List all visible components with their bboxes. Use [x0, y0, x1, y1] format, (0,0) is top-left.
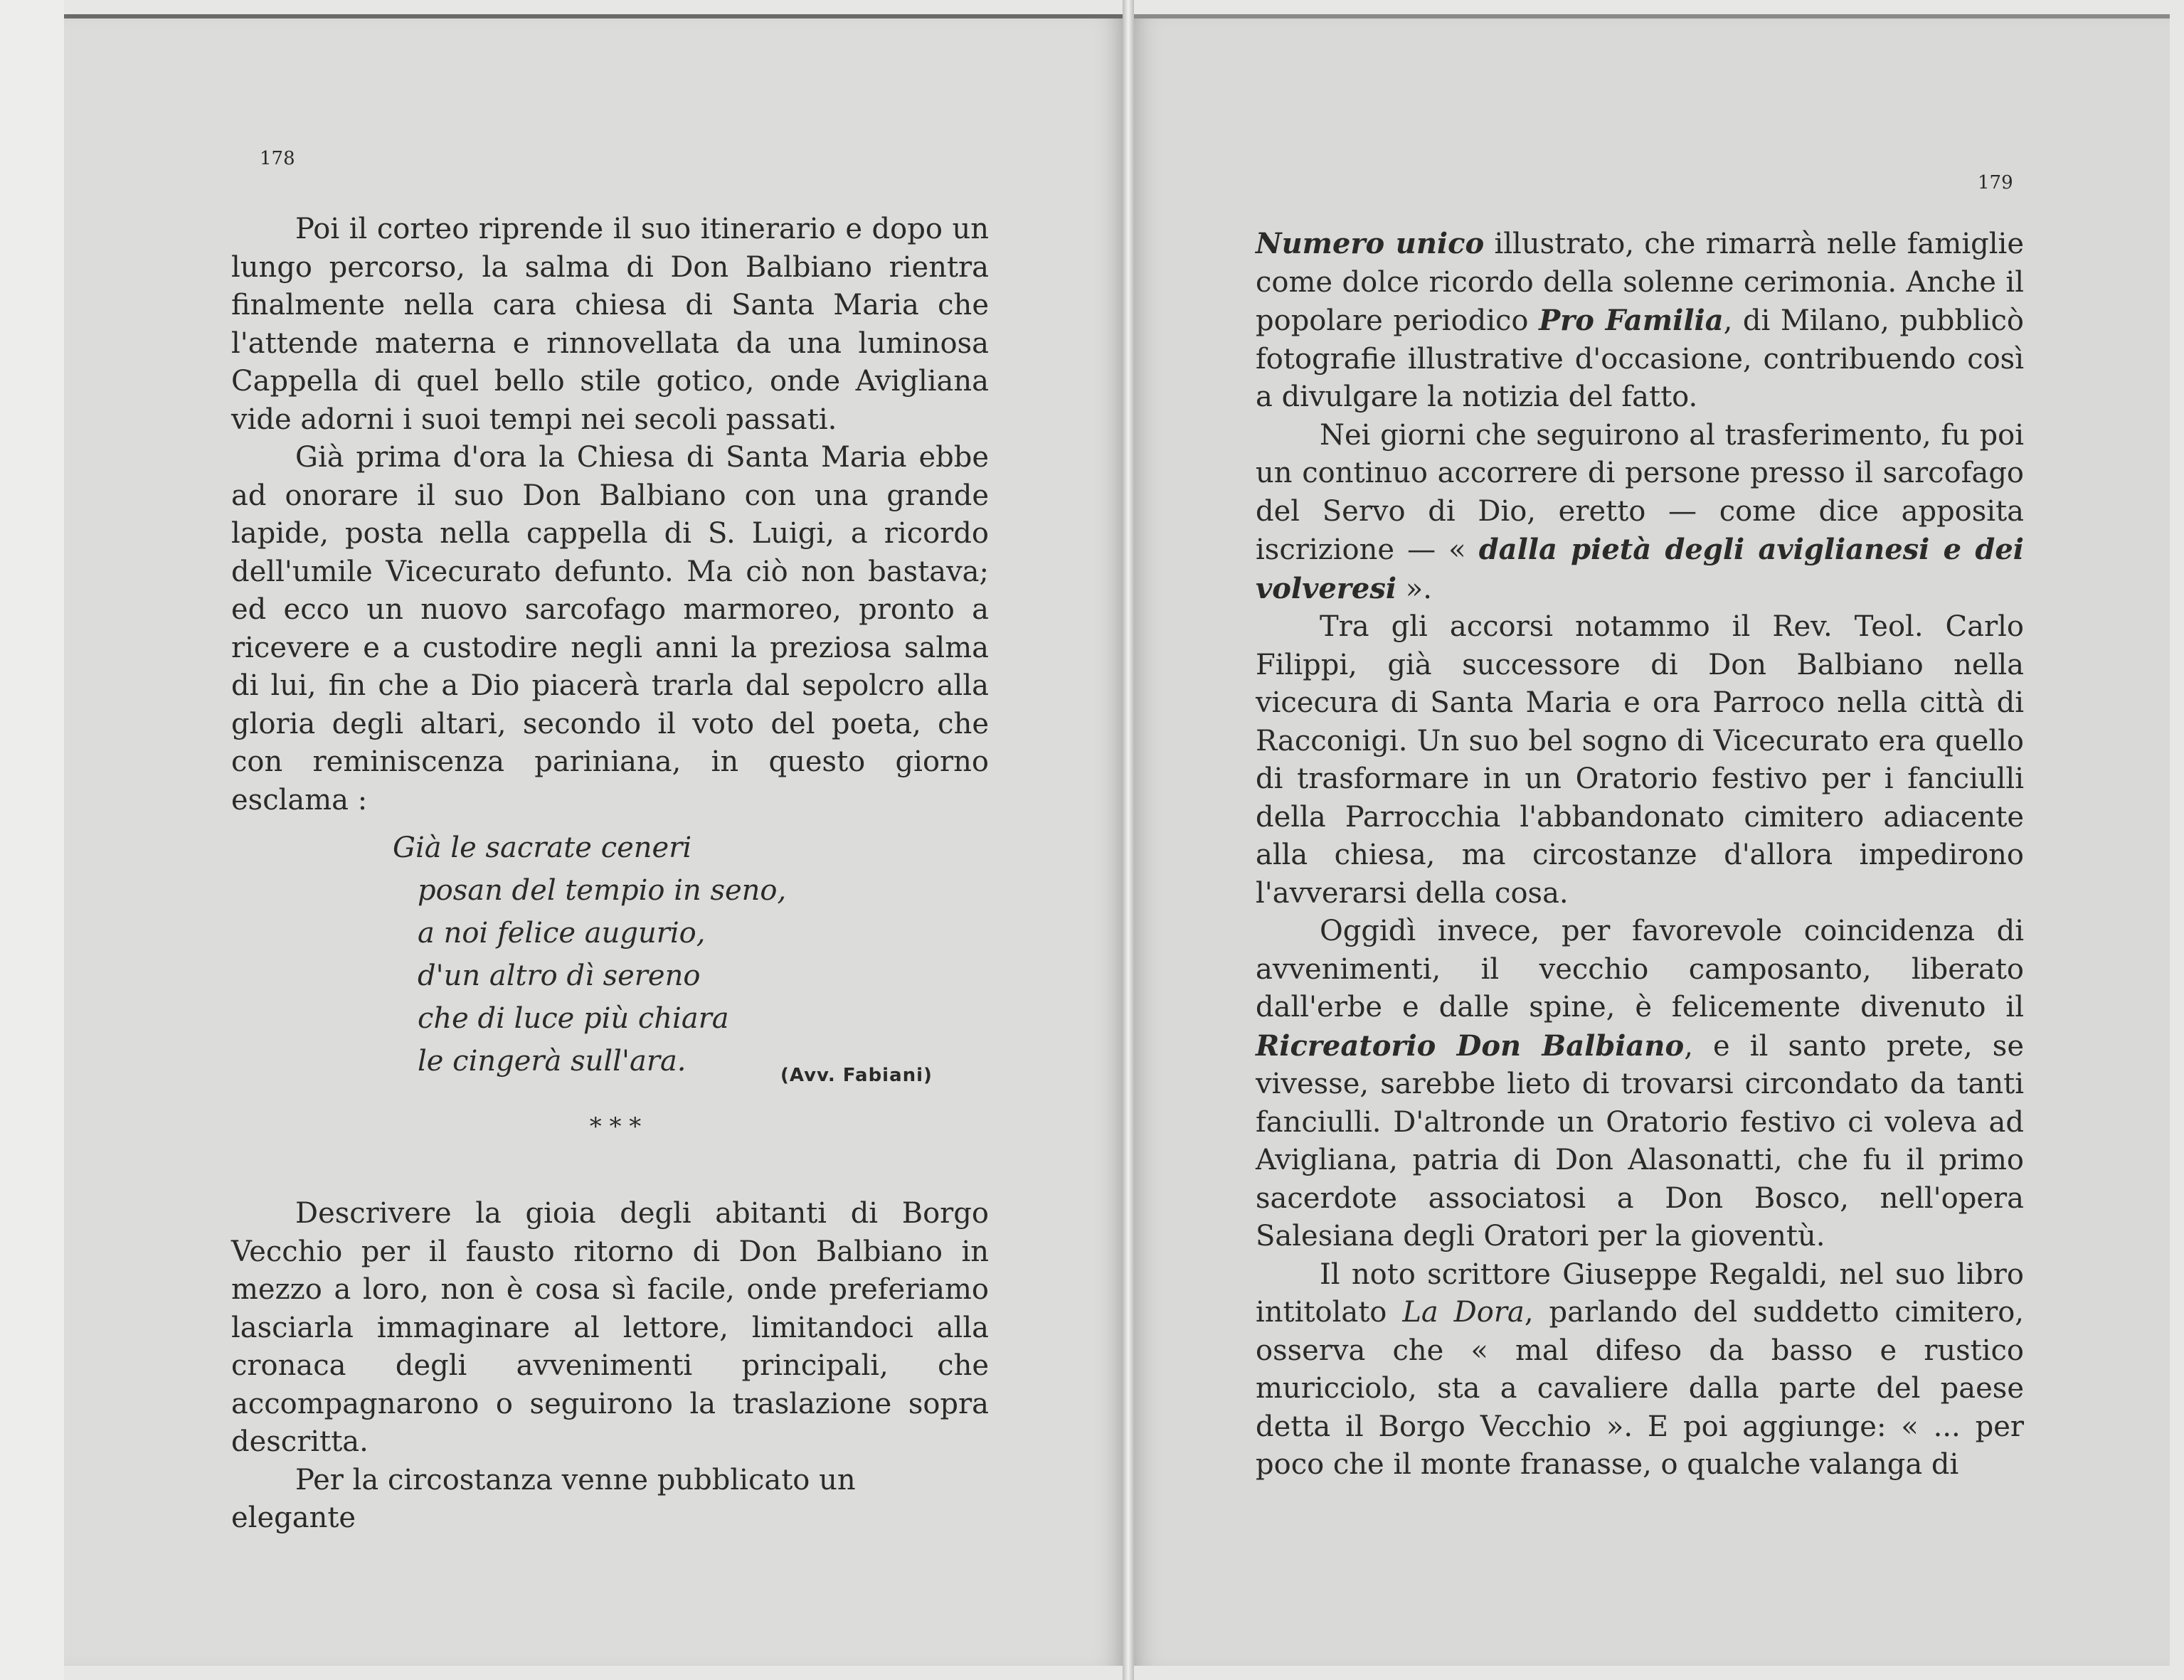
- left-page-number: 178: [260, 148, 295, 169]
- text-run: , di Milano, pubblicò fotografie illustrative d'occasione, contribuendo così a divulgare la notizia del fatto.: [1256, 304, 2025, 413]
- text-run: , e il santo prete, se vivesse, sarebbe lieto di trovarsi circondato da tanti fanciulli. D'altronde un Oratorio festivo ci voleva ad Avigliana, patria di Don Alasonatti, che fu il primo sacerdote associatosi a Don Bosco, nell'opera Salesiana degli Oratori per la gioventù.: [1256, 1029, 2025, 1253]
- poem-line: d'un altro dì sereno: [418, 959, 701, 992]
- paragraph: Già prima d'ora la Chiesa di Santa Maria ebbe ad onorare il suo Don Balbiano con una grande lapide, posta nella cappella di S. Luigi, a ricordo dell'umile Vicecurato defunto. Ma ciò non bastava; ed ecco un nuovo sarcofago marmoreo, pronto a ricevere e a custodire negli anni la preziosa salma di lui, fin che a Dio piacerà trarla dal sepolcro alla gloria degli altari, secondo il voto del poeta, che con reminiscenza pariniana, in questo giorno esclama :: [231, 441, 989, 817]
- left-text-top: [231, 211, 989, 819]
- inscription-quote: dalla pietà degli aviglianesi e dei volveresi: [1256, 533, 2024, 605]
- text-run: Nei giorni che seguirono al trasferimento, fu poi un continuo accorrere di persone presso il sarcofago del Servo di Dio, eretto — come dice apposita iscrizione — «: [1256, 418, 2024, 566]
- publication-title: Numero unico: [1256, 227, 1485, 260]
- paragraph: [1256, 417, 2024, 609]
- right-page-number: 179: [1978, 172, 2013, 193]
- publication-title: Pro Familia: [1539, 304, 1724, 337]
- paragraph: Poi il corteo riprende il suo itinerario e dopo un lungo percorso, la salma di Don Balbiano rientra finalmente nella cara chiesa di Santa Maria che l'attende materna e rinnovellata da una luminosa Cappella di quel bello stile gotico, onde Avigliana vide adorni i suoi tempi nei secoli passati.: [231, 213, 989, 436]
- paragraph: Per la circostanza venne pubblicato un elegante: [231, 1463, 856, 1534]
- book-spine: [1123, 0, 1134, 1680]
- paragraph: [1256, 1256, 2024, 1484]
- paragraph: Descrivere la gioia degli abitanti di Borgo Vecchio per il fausto ritorno di Don Balbiano in mezzo a loro, non è cosa sì facile, onde preferiamo lasciarla immaginare al lettore, limitandoci alla cronaca degli avvenimenti principali, che accompagnarono o seguirono la traslazione sopra descritta.: [231, 1197, 989, 1458]
- book-title: La Dora: [1402, 1296, 1525, 1329]
- text-run: illustrato, che rimarrà nelle famiglie come dolce ricordo della solenne cerimonia. Anche il popolare periodico: [1256, 228, 2024, 337]
- place-name: Ricreatorio Don Balbiano: [1256, 1028, 1685, 1063]
- text-run: Il noto scrittore Giuseppe Regaldi, nel suo libro intitolato: [1256, 1258, 2024, 1329]
- poem-line: Già le sacrate ceneri: [393, 831, 692, 864]
- poem-line: posan del tempio in seno,: [418, 874, 787, 907]
- text-run: , parlando del suddetto cimitero, osserva che « mal difeso da basso e rustico muricciolo, sta a cavaliere dalla parte del paese detta il Borgo Vecchio ». E poi aggiunge: « ... per poco che il monte franasse, o qualche valanga di: [1256, 1296, 2025, 1481]
- text-run: ».: [1396, 572, 1432, 605]
- paragraph: [1256, 225, 2024, 417]
- text-run: Oggidì invece, per favorevole coincidenza di avvenimenti, il vecchio camposanto, liberato dall'erbe e dalle spine, è felicemente divenuto il: [1256, 915, 2024, 1024]
- paragraph: [1256, 913, 2024, 1256]
- section-separator: * * *: [589, 1112, 642, 1141]
- poem-line: le cingerà sull'ara.: [418, 1045, 687, 1078]
- poem-attribution: (Avv. Fabiani): [780, 1065, 933, 1086]
- paragraph: Tra gli accorsi notammo il Rev. Teol. Carlo Filippi, già successore di Don Balbiano nella vicecura di Santa Maria e ora Parroco nella città di Racconigi. Un suo bel sogno di Vicecurato era quello di trasformare in un Oratorio festivo per i fanciulli della Parrocchia l'abbandonato cimitero adiacente alla chiesa, ma circostanze d'allora impedirono l'avverarsi della cosa.: [1256, 610, 2024, 910]
- poem-line: a noi felice augurio,: [418, 917, 706, 950]
- poem-line: che di luce più chiara: [418, 1002, 729, 1035]
- scan-margin: [0, 0, 64, 1680]
- left-text-bottom: [231, 1195, 989, 1538]
- poem: [393, 826, 786, 1083]
- right-text: [1256, 225, 2024, 1484]
